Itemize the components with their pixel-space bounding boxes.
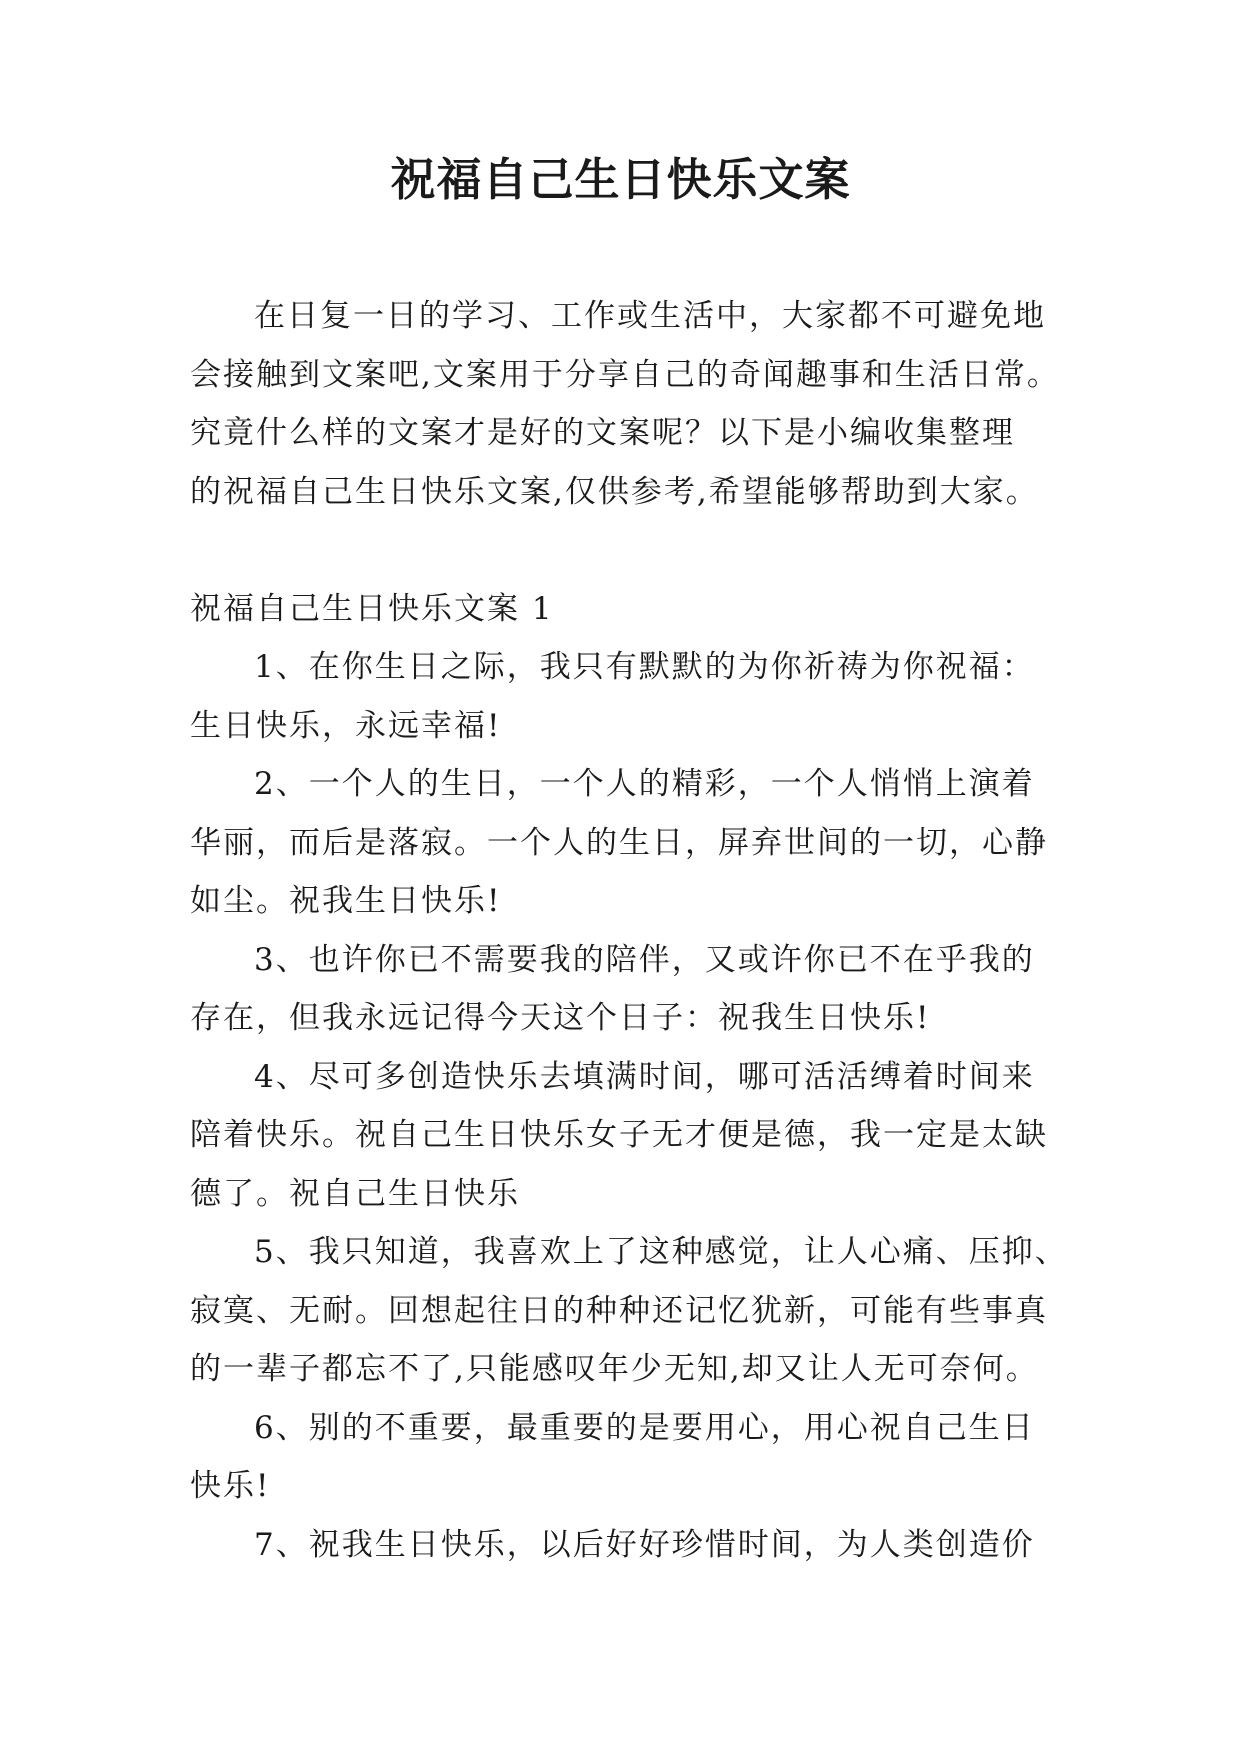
intro-line: 会接触到文案吧,文案用于分享自己的奇闻趣事和生活日常。 (190, 356, 1060, 393)
list-item (190, 755, 1050, 931)
intro-line: 的祝福自己生日快乐文案,仅供参考,希望能够帮助到大家。 (190, 473, 1039, 510)
list-item-line: 存在，但我永远记得今天这个日子：祝我生日快乐! (190, 1000, 931, 1036)
intro-line: 在日复一日的学习、工作或生活中，大家都不可避免地 (254, 298, 1046, 334)
list-item (190, 1223, 1068, 1399)
list-item (190, 1516, 1050, 1575)
list-item-line: 4、尽可多创造快乐去填满时间，哪可活活缚着时间来 (254, 1058, 1035, 1095)
section-heading: 祝福自己生日快乐文案 1 (190, 590, 554, 627)
list-item (190, 1048, 1050, 1224)
list-item-line: 寂寞、无耐。回想起往日的种种还记忆犹新，可能有些事真 (190, 1292, 1048, 1329)
list-item-line: 华丽，而后是落寂。一个人的生日，屏弃世间的一切，心静 (190, 824, 1048, 861)
list-item-line: 7、祝我生日快乐，以后好好珍惜时间，为人类创造价 (254, 1526, 1035, 1563)
document-body (190, 287, 1068, 1574)
list-item (190, 1399, 1050, 1516)
list-item (190, 638, 1050, 755)
list-item-line: 德了。祝自己生日快乐 (190, 1175, 520, 1212)
document-title: 祝福自己生日快乐文案 (390, 153, 851, 206)
list-item-line: 的一辈子都忘不了,只能感叹年少无知,却又让人无可奈何。 (190, 1351, 1039, 1387)
list-item-line: 生日快乐，永远幸福! (190, 707, 502, 744)
list-item-line: 3、也许你已不需要我的陪伴，又或许你已不在乎我的 (254, 941, 1035, 978)
list-item-line: 如尘。祝我生日快乐! (190, 883, 502, 919)
list-item-line: 6、别的不重要，最重要的是要用心，用心祝自己生日 (254, 1409, 1035, 1446)
intro-line: 究竟什么样的文案才是好的文案呢？以下是小编收集整理 (190, 415, 1015, 451)
list-item-line: 5、我只知道，我喜欢上了这种感觉，让人心痛、压抑、 (254, 1234, 1068, 1270)
list-item (190, 931, 1050, 1048)
list-item-line: 2、一个人的生日，一个人的精彩，一个人悄悄上演着 (254, 766, 1035, 802)
list-item-line: 1、在你生日之际，我只有默默的为你祈祷为你祝福： (254, 649, 1035, 685)
list-item-line: 快乐! (190, 1468, 271, 1504)
intro-paragraph (190, 287, 1060, 521)
list-item-line: 陪着快乐。祝自己生日快乐女子无才便是德，我一定是太缺 (190, 1117, 1048, 1153)
paragraph-gap (190, 521, 1050, 580)
